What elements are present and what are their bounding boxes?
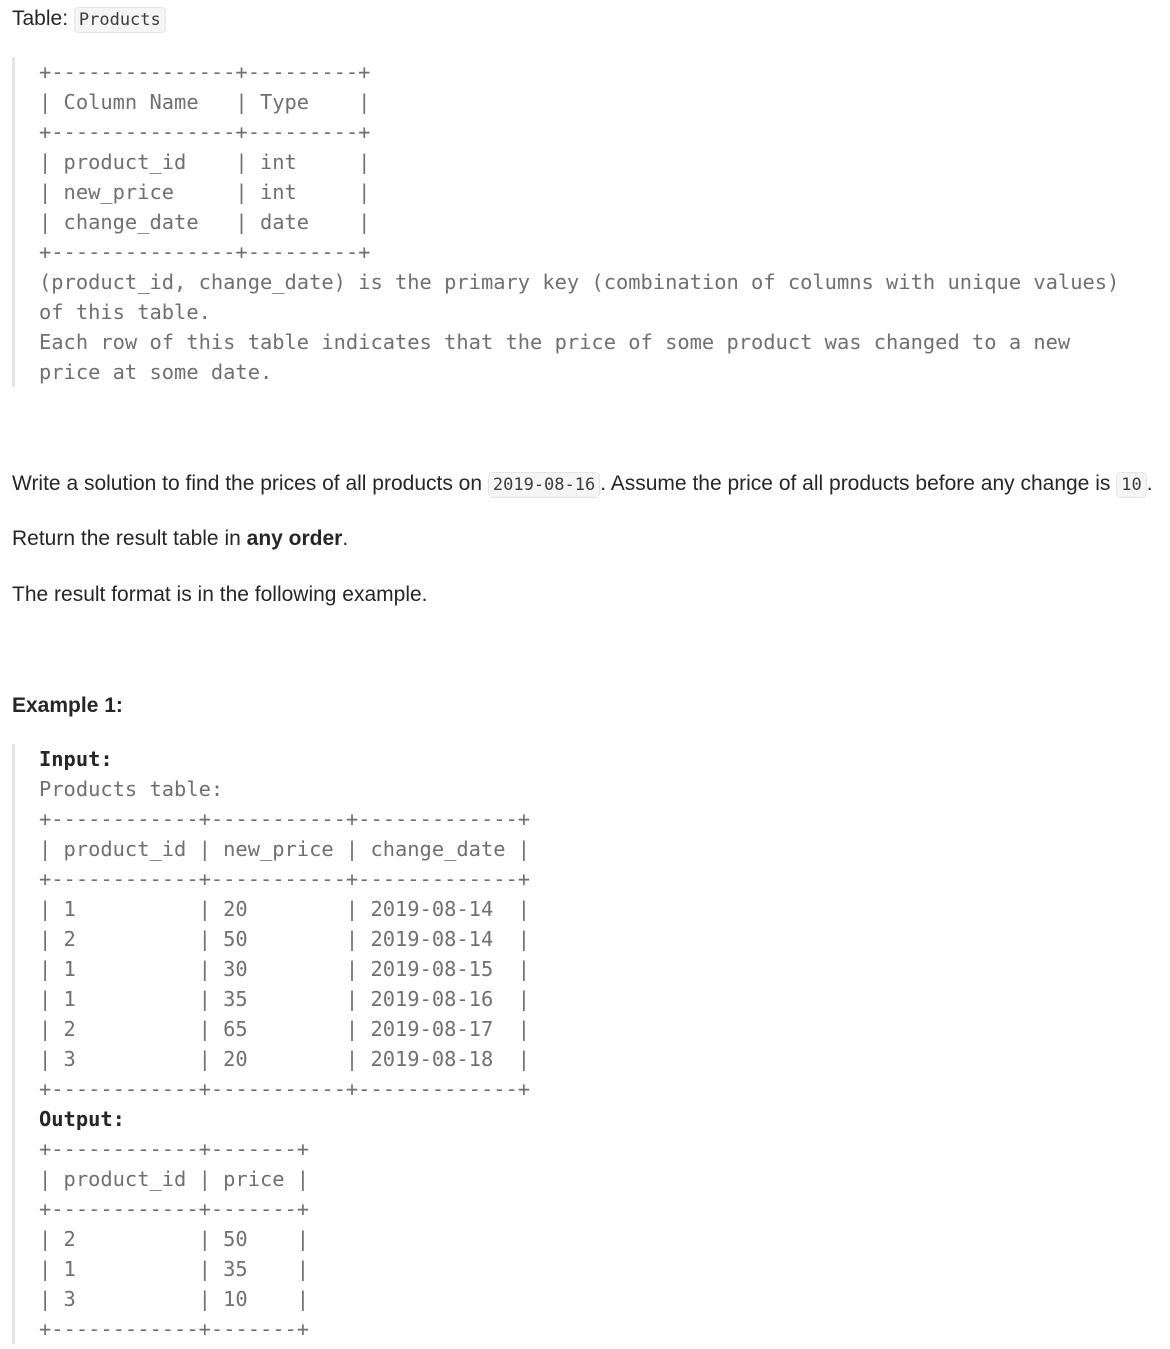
output-table-line: +------------+-------+ bbox=[39, 1137, 310, 1161]
statement-period: . bbox=[1146, 472, 1153, 495]
schema-line: (product_id, change_date) is the primary key (combination of columns with unique values) bbox=[39, 270, 1120, 294]
schema-line: | new_price | int | bbox=[39, 180, 371, 204]
schema-line: +---------------+---------+ bbox=[39, 240, 371, 264]
table-name-code: Products bbox=[74, 7, 166, 33]
return-text: Return the result table in bbox=[12, 527, 247, 550]
table-heading-prefix: Table: bbox=[12, 7, 74, 30]
any-order-bold: any order bbox=[246, 527, 343, 550]
input-table-line: +------------+-----------+-------------+ bbox=[39, 867, 531, 891]
input-label: Input: bbox=[39, 747, 113, 771]
schema-line: of this table. bbox=[39, 300, 211, 324]
default-price-code: 10 bbox=[1116, 472, 1146, 498]
result-format-text: The result format is in the following example. bbox=[12, 583, 428, 606]
example-title: Example 1: bbox=[12, 694, 123, 717]
schema-line: +---------------+---------+ bbox=[39, 120, 371, 144]
input-table-line: +------------+-----------+-------------+ bbox=[39, 807, 531, 831]
output-table-line: +------------+-------+ bbox=[39, 1197, 310, 1221]
input-caption: Products table: bbox=[39, 777, 224, 801]
schema-block bbox=[12, 57, 1119, 387]
example-content bbox=[15, 744, 530, 1344]
schema-line: | change_date | date | bbox=[39, 210, 371, 234]
output-label: Output: bbox=[39, 1107, 125, 1131]
input-table-line: | 1 | 30 | 2019-08-15 | bbox=[39, 957, 531, 981]
input-table-line: | 1 | 35 | 2019-08-16 | bbox=[39, 987, 531, 1011]
statement-text: Write a solution to find the prices of all products on bbox=[12, 472, 488, 495]
output-table-line: | product_id | price | bbox=[39, 1167, 310, 1191]
output-table-line: | 3 | 10 | bbox=[39, 1287, 310, 1311]
table-heading bbox=[12, 4, 166, 35]
return-period: . bbox=[342, 527, 349, 550]
statement-text-2: . Assume the price of all products before any change is bbox=[600, 472, 1117, 495]
return-order-text bbox=[12, 524, 348, 554]
input-table-line: | product_id | new_price | change_date | bbox=[39, 837, 531, 861]
output-table-line: +------------+-------+ bbox=[39, 1317, 310, 1341]
schema-line: | product_id | int | bbox=[39, 150, 371, 174]
input-table-line: | 3 | 20 | 2019-08-18 | bbox=[39, 1047, 531, 1071]
input-table-line: | 2 | 50 | 2019-08-14 | bbox=[39, 927, 531, 951]
output-table-line: | 2 | 50 | bbox=[39, 1227, 310, 1251]
output-table-line: | 1 | 35 | bbox=[39, 1257, 310, 1281]
example-block bbox=[12, 744, 530, 1344]
date-code: 2019-08-16 bbox=[488, 472, 600, 498]
input-table-line: | 2 | 65 | 2019-08-17 | bbox=[39, 1017, 531, 1041]
schema-line: | Column Name | Type | bbox=[39, 90, 371, 114]
schema-ascii-table bbox=[15, 57, 1119, 387]
schema-line: price at some date. bbox=[39, 360, 273, 384]
input-table-line: +------------+-----------+-------------+ bbox=[39, 1077, 531, 1101]
schema-line: +---------------+---------+ bbox=[39, 60, 371, 84]
problem-statement bbox=[12, 469, 1153, 500]
schema-line: Each row of this table indicates that the price of some product was changed to a new bbox=[39, 330, 1071, 354]
input-table-line: | 1 | 20 | 2019-08-14 | bbox=[39, 897, 531, 921]
